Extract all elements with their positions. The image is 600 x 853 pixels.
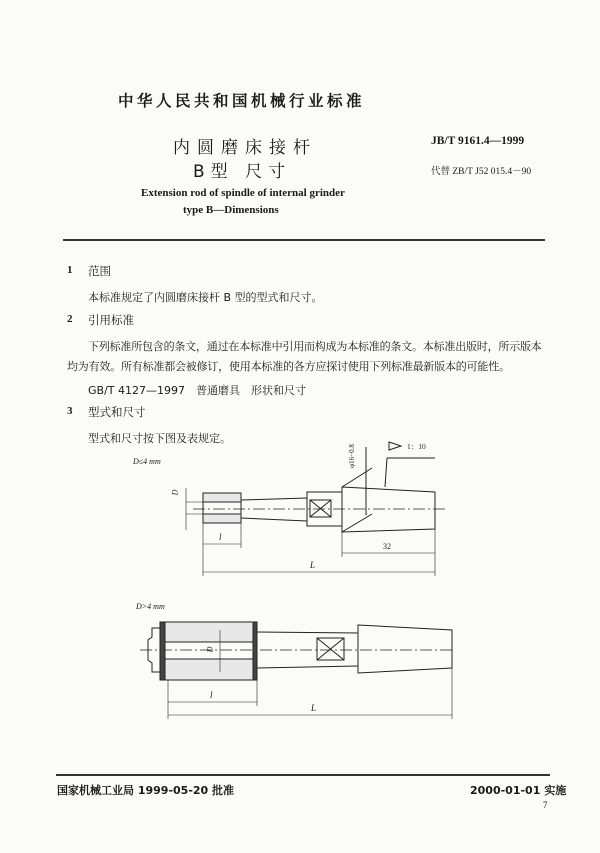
paragraph: 型式和尺寸按下图及表规定。 xyxy=(88,432,231,445)
figure-2-condition: D>4 mm xyxy=(136,602,165,611)
implementation-note: 2000-01-01 实施 xyxy=(470,784,567,797)
section-number: 1 xyxy=(67,264,73,276)
figure-1-dim-32: 32 xyxy=(383,542,391,551)
page-number: 7 xyxy=(543,800,548,810)
figure-1-dim-phi: φ16−0.8 xyxy=(347,444,356,468)
industry-standard-heading: 中华人民共和国机械行业标准 xyxy=(118,92,366,110)
footer-divider xyxy=(56,774,550,776)
replaces-note: 代替 ZB/T J52 015.4－90 xyxy=(431,167,532,177)
figure-2-drawing xyxy=(140,622,455,719)
figure-1-dim-l: l xyxy=(219,532,222,542)
section-number: 2 xyxy=(67,313,73,325)
figure-1-taper: 1：10 xyxy=(407,442,426,451)
figure-1-condition: D≤4 mm xyxy=(133,457,161,466)
english-title-line-1: Extension rod of spindle of internal grinder xyxy=(141,187,345,199)
section-number: 3 xyxy=(67,405,73,417)
title-line-2: B型 尺寸 xyxy=(193,162,292,182)
figure-1-dim-L: L xyxy=(310,560,316,570)
section-heading: 范围 xyxy=(88,264,111,278)
paragraph: 下列标准所包含的条文，通过在本标准中引用而构成为本标准的条文。本标准出版时，所示版本 xyxy=(88,340,542,353)
approval-note: 国家机械工业局 1999-05-20 批准 xyxy=(57,784,235,797)
section-heading: 型式和尺寸 xyxy=(88,405,146,419)
paragraph: 本标准规定了内圆磨床接杆 B 型的型式和尺寸。 xyxy=(88,291,323,304)
title-line-1: 内圆磨床接杆 xyxy=(173,138,317,158)
standard-code: JB/T 9161.4—1999 xyxy=(431,135,525,147)
figure-2-dim-D: D xyxy=(205,646,215,653)
section-heading: 引用标准 xyxy=(88,313,134,327)
figure-2-dim-l: l xyxy=(210,690,213,700)
referenced-standard: GB/T 4127—1997 普通磨具 形状和尺寸 xyxy=(88,384,306,397)
paragraph: 均为有效。所有标准都会被修订，使用本标准的各方应探讨使用下列标准最新版本的可能性。 xyxy=(67,360,510,373)
english-title-line-2: type B—Dimensions xyxy=(183,204,279,216)
figure-2-dim-L: L xyxy=(311,703,317,713)
figure-1-drawing xyxy=(186,442,448,576)
figure-1-dim-D: D xyxy=(170,489,180,496)
